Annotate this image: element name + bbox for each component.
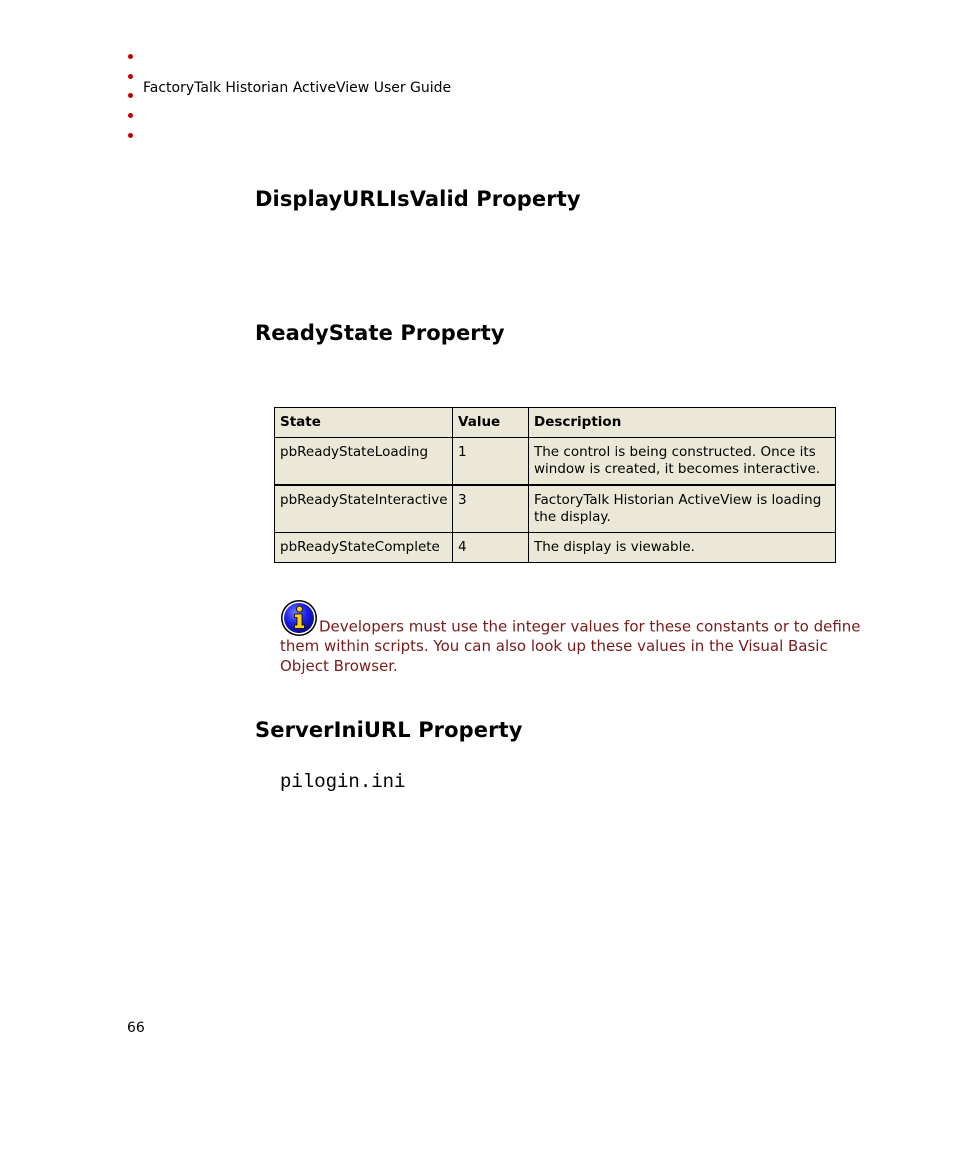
- description-cell: FactoryTalk Historian ActiveView is loading the display.: [529, 485, 836, 533]
- code-sample: pilogin.ini: [280, 771, 406, 793]
- description-cell: The control is being constructed. Once its window is created, it becomes interactive.: [529, 438, 836, 486]
- table-row: [275, 533, 836, 563]
- bullet-dot: [128, 74, 133, 79]
- state-cell: pbReadyStateInteractive: [275, 485, 453, 533]
- column-header-state: State: [275, 408, 453, 438]
- serveriniurl-heading: ServerIniURL Property: [255, 718, 523, 742]
- table-row: [275, 485, 836, 533]
- note-text: Developers must use the integer values for these constants or to define them within scripts. You can also look up these values in the Visual Basic Object Browser.: [280, 617, 861, 675]
- value-cell: 3: [453, 485, 529, 533]
- running-header: FactoryTalk Historian ActiveView User Guide: [143, 80, 452, 96]
- value-cell: 1: [453, 438, 529, 486]
- bullet-dot: [128, 93, 133, 98]
- table-row: [275, 438, 836, 486]
- info-icon: [280, 599, 318, 637]
- developer-note: [280, 599, 880, 676]
- bullet-dot: [128, 133, 133, 138]
- column-header-description: Description: [529, 408, 836, 438]
- readystate-table: [274, 407, 836, 563]
- readystate-heading: ReadyState Property: [255, 321, 505, 345]
- displayurlisvalid-heading: DisplayURLIsValid Property: [255, 187, 581, 211]
- page-number: 66: [127, 1020, 145, 1036]
- bullet-dot: [128, 54, 133, 59]
- bullet-dot: [128, 113, 133, 118]
- state-cell: pbReadyStateLoading: [275, 438, 453, 486]
- column-header-value: Value: [453, 408, 529, 438]
- state-cell: pbReadyStateComplete: [275, 533, 453, 563]
- header-bullet-markers: [125, 50, 137, 140]
- table-header-row: [275, 408, 836, 438]
- value-cell: 4: [453, 533, 529, 563]
- description-cell: The display is viewable.: [529, 533, 836, 563]
